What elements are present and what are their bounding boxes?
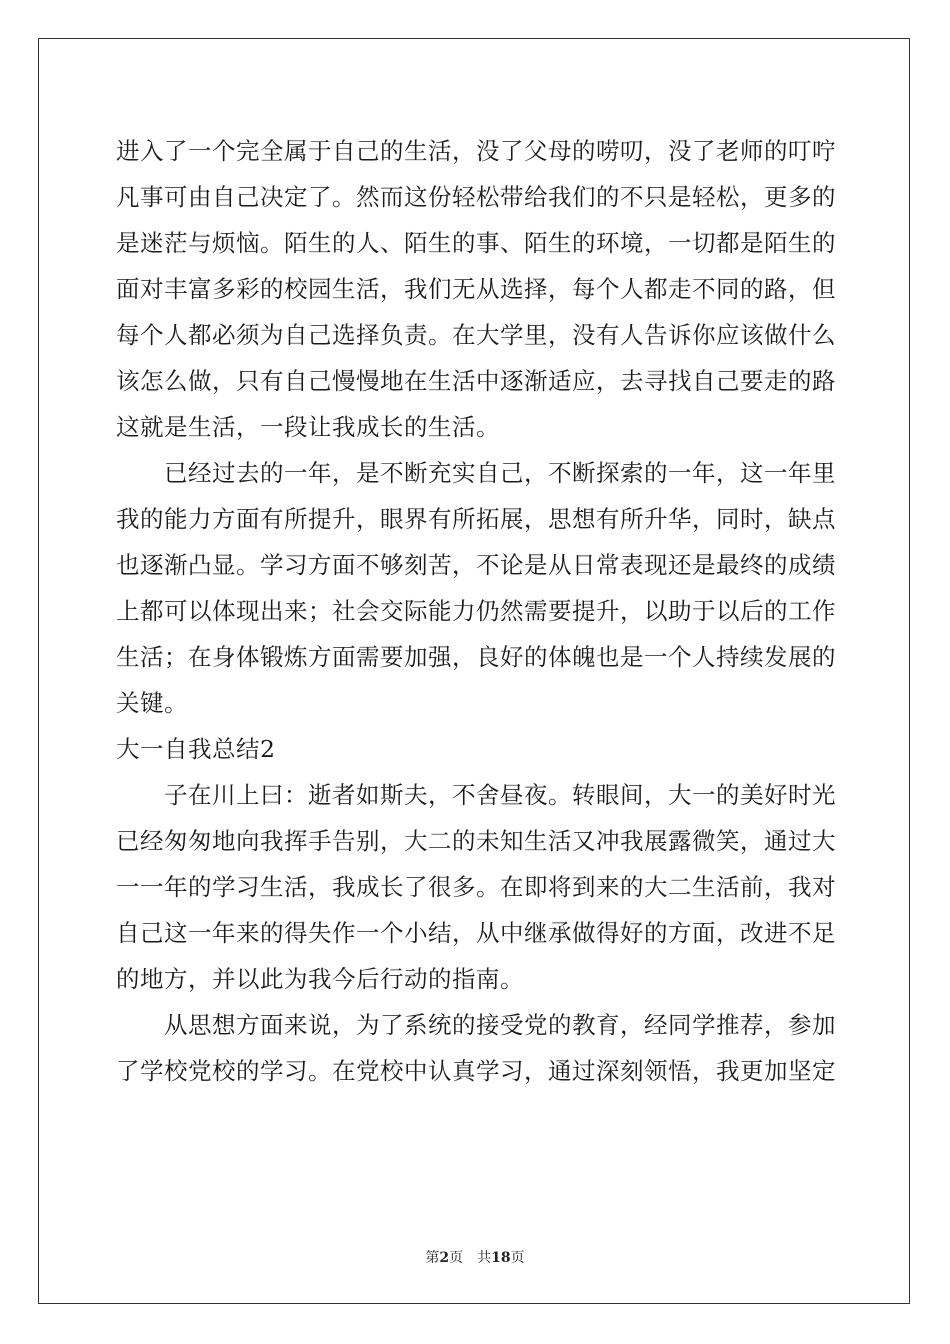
text-line: 上都可以体现出来；社会交际能力仍然需要提升，以助于以后的工作 xyxy=(116,597,836,625)
page-suffix: 页 xyxy=(449,1250,464,1266)
text-line: 该怎么做，只有自己慢慢地在生活中逐渐适应，去寻找自己要走的路 xyxy=(116,367,836,395)
paragraph-2 xyxy=(116,450,836,726)
text-line: 面对丰富多彩的校园生活，我们无从选择，每个人都走不同的路，但 xyxy=(116,275,836,303)
total-pages: 18 xyxy=(491,1250,511,1266)
text-line: 从思想方面来说，为了系统的接受党的教育，经同学推荐，参加 xyxy=(164,1011,836,1039)
paragraph-4 xyxy=(116,1002,836,1094)
text-line: 子在川上曰：逝者如斯夫，不舍昼夜。转眼间，大一的美好时光 xyxy=(164,781,836,809)
page-number: 2 xyxy=(439,1250,450,1266)
text-line: 我的能力方面有所提升，眼界有所拓展，思想有所升华，同时，缺点 xyxy=(116,505,836,533)
text-line: 的地方，并以此为我今后行动的指南。 xyxy=(116,965,524,993)
total-suffix: 页 xyxy=(510,1250,525,1266)
text-line: 也逐渐凸显。学习方面不够刻苦，不论是从日常表现还是最终的成绩 xyxy=(116,551,836,579)
text-line: 是迷茫与烦恼。陌生的人、陌生的事、陌生的环境，一切都是陌生的 xyxy=(116,229,836,257)
text-line: 每个人都必须为自己选择负责。在大学里，没有人告诉你应该做什么 xyxy=(116,321,836,349)
text-line: 了学校党校的学习。在党校中认真学习，通过深刻领悟，我更加坚定 xyxy=(116,1057,836,1085)
section-heading: 大一自我总结2 xyxy=(116,735,276,763)
text-line: 一一年的学习生活，我成长了很多。在即将到来的大二生活前，我对 xyxy=(116,873,836,901)
text-line: 凡事可由自己决定了。然而这份轻松带给我们的不只是轻松，更多的 xyxy=(116,183,836,211)
paragraph-3 xyxy=(116,772,836,1002)
text-line: 已经过去的一年，是不断充实自己，不断探索的一年，这一年里 xyxy=(164,459,836,487)
text-line: 这就是生活，一段让我成长的生活。 xyxy=(116,413,500,441)
page-prefix: 第 xyxy=(425,1250,440,1266)
text-line: 关键。 xyxy=(116,689,188,717)
paragraph-1 xyxy=(116,128,836,450)
text-line: 进入了一个完全属于自己的生活，没了父母的唠叨，没了老师的叮咛 xyxy=(116,137,836,165)
text-line: 自己这一年来的得失作一个小结，从中继承做得好的方面，改进不足 xyxy=(116,919,836,947)
document-body xyxy=(116,128,836,1094)
total-prefix: 共 xyxy=(477,1250,492,1266)
text-line: 生活；在身体锻炼方面需要加强，良好的体魄也是一个人持续发展的 xyxy=(116,643,836,671)
text-line: 已经匆匆地向我挥手告别，大二的未知生活又冲我展露微笑，通过大 xyxy=(116,827,836,855)
page-footer xyxy=(0,1247,950,1267)
